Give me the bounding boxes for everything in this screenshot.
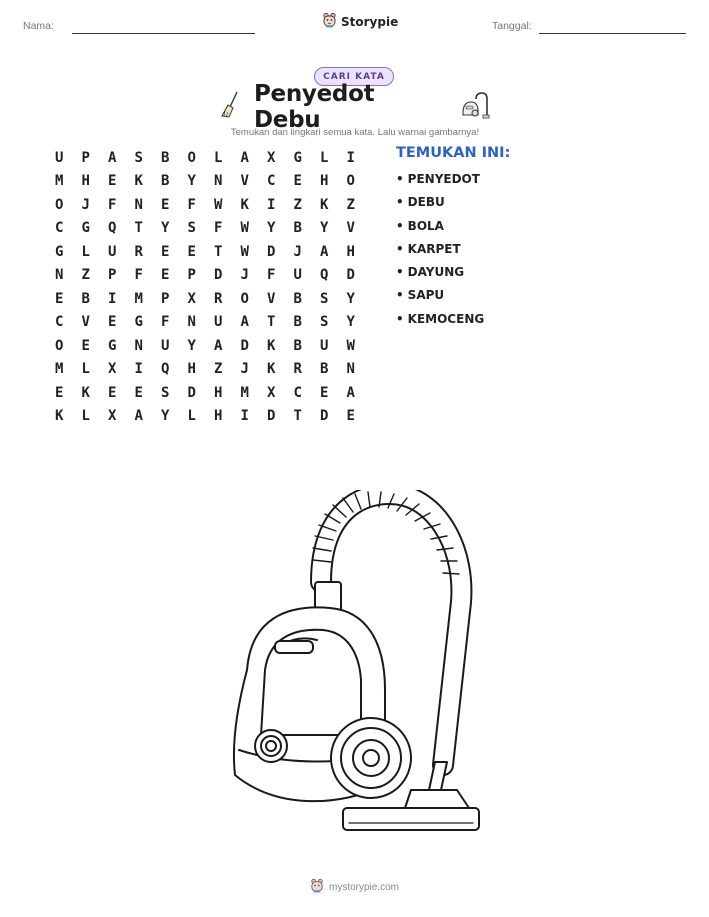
grid-cell[interactable]: C	[293, 384, 302, 401]
grid-cell[interactable]: A	[346, 384, 355, 401]
grid-cell[interactable]: J	[293, 243, 302, 260]
word-list	[396, 171, 484, 334]
grid-cell[interactable]: L	[214, 149, 223, 166]
grid-cell[interactable]: G	[134, 314, 143, 331]
grid-cell[interactable]: L	[187, 408, 196, 425]
vacuum-icon	[460, 91, 490, 123]
grid-cell[interactable]: A	[320, 243, 329, 260]
grid-cell[interactable]: F	[267, 267, 276, 284]
grid-cell[interactable]: G	[55, 243, 64, 260]
grid-cell[interactable]: F	[161, 314, 170, 331]
grid-cell[interactable]: D	[214, 267, 223, 284]
instructions: Temukan dan lingkari semua kata. Lalu warnai gambarnya!	[230, 127, 480, 138]
grid-cell[interactable]: F	[214, 220, 223, 237]
grid-cell[interactable]: O	[187, 149, 196, 166]
bullet: •	[396, 195, 404, 210]
grid-cell[interactable]: I	[108, 290, 117, 307]
grid-cell[interactable]: H	[214, 408, 223, 425]
word-list-item	[396, 171, 484, 194]
word-text: KARPET	[407, 241, 461, 256]
word-text: DEBU	[407, 195, 445, 210]
grid-cell[interactable]: M	[55, 361, 64, 378]
grid-cell[interactable]: D	[240, 337, 249, 354]
bullet: •	[396, 311, 404, 326]
grid-cell[interactable]: A	[214, 337, 223, 354]
grid-cell[interactable]: E	[55, 290, 64, 307]
grid-cell[interactable]: U	[214, 314, 223, 331]
grid-cell[interactable]: E	[161, 267, 170, 284]
grid-cell[interactable]: Y	[346, 290, 355, 307]
grid-cell[interactable]: B	[161, 173, 170, 190]
grid-cell[interactable]: M	[55, 173, 64, 190]
grid-cell[interactable]: K	[320, 196, 329, 213]
grid-cell[interactable]: Q	[108, 220, 117, 237]
storypie-logo-icon	[322, 12, 337, 32]
word-list-item	[396, 264, 484, 287]
grid-cell[interactable]: U	[320, 337, 329, 354]
grid-cell[interactable]: O	[55, 196, 64, 213]
grid-cell[interactable]: A	[108, 149, 117, 166]
grid-cell[interactable]: E	[293, 173, 302, 190]
grid-cell[interactable]: G	[293, 149, 302, 166]
grid-cell[interactable]: E	[187, 243, 196, 260]
word-text: DAYUNG	[407, 265, 465, 280]
bullet: •	[396, 218, 404, 233]
word-text: KEMOCENG	[407, 311, 485, 326]
grid-cell[interactable]: C	[267, 173, 276, 190]
grid-cell[interactable]: J	[240, 361, 249, 378]
grid-cell[interactable]: U	[55, 149, 64, 166]
grid-cell[interactable]: B	[293, 290, 302, 307]
grid-cell[interactable]: N	[55, 267, 64, 284]
grid-cell[interactable]: E	[81, 337, 90, 354]
grid-cell[interactable]: V	[267, 290, 276, 307]
grid-cell[interactable]: G	[108, 337, 117, 354]
grid-cell[interactable]: D	[267, 243, 276, 260]
grid-cell[interactable]: I	[240, 408, 249, 425]
word-list-item	[396, 287, 484, 310]
bullet: •	[396, 241, 404, 256]
grid-cell[interactable]: K	[267, 361, 276, 378]
grid-cell[interactable]: Y	[320, 220, 329, 237]
grid-cell[interactable]: S	[320, 290, 329, 307]
grid-cell[interactable]: B	[320, 361, 329, 378]
grid-cell[interactable]: H	[346, 243, 355, 260]
word-text: PENYEDOT	[407, 172, 480, 186]
grid-cell[interactable]: N	[134, 196, 143, 213]
page-title: Penyedot Debu	[254, 81, 375, 133]
grid-cell[interactable]: L	[320, 149, 329, 166]
grid-cell[interactable]: A	[240, 314, 249, 331]
grid-cell[interactable]: K	[240, 196, 249, 213]
grid-cell[interactable]: E	[320, 384, 329, 401]
grid-cell[interactable]: S	[187, 220, 196, 237]
grid-cell[interactable]: H	[81, 173, 90, 190]
grid-cell[interactable]: E	[55, 384, 64, 401]
storypie-logo-icon	[310, 878, 324, 897]
grid-cell[interactable]: K	[81, 384, 90, 401]
grid-cell[interactable]: I	[346, 149, 355, 166]
grid-cell[interactable]: C	[55, 314, 64, 331]
grid-cell[interactable]: F	[187, 196, 196, 213]
grid-cell[interactable]: P	[108, 267, 117, 284]
grid-cell[interactable]: K	[134, 173, 143, 190]
grid-cell[interactable]: Q	[161, 361, 170, 378]
broom-icon	[220, 90, 242, 124]
grid-cell[interactable]: R	[214, 290, 223, 307]
grid-cell[interactable]: Q	[320, 267, 329, 284]
grid-cell[interactable]: D	[346, 267, 355, 284]
grid-cell[interactable]: D	[187, 384, 196, 401]
name-line[interactable]	[72, 33, 255, 34]
grid-cell[interactable]: H	[187, 361, 196, 378]
grid-cell[interactable]: N	[214, 173, 223, 190]
grid-cell[interactable]: Z	[81, 267, 90, 284]
grid-cell[interactable]: M	[134, 290, 143, 307]
grid-cell[interactable]: U	[293, 267, 302, 284]
grid-cell[interactable]: F	[108, 196, 117, 213]
grid-cell[interactable]: C	[55, 220, 64, 237]
grid-cell[interactable]: E	[108, 173, 117, 190]
brand	[322, 12, 398, 32]
grid-cell[interactable]: N	[134, 337, 143, 354]
grid-cell[interactable]: I	[267, 196, 276, 213]
grid-cell[interactable]: O	[240, 290, 249, 307]
grid-cell[interactable]: B	[81, 290, 90, 307]
grid-cell[interactable]: V	[240, 173, 249, 190]
grid-cell[interactable]: F	[134, 267, 143, 284]
grid-cell[interactable]: W	[214, 196, 223, 213]
grid-cell[interactable]: W	[240, 243, 249, 260]
bullet: •	[396, 288, 404, 303]
grid-cell[interactable]: L	[81, 408, 90, 425]
grid-cell[interactable]: N	[187, 314, 196, 331]
grid-cell[interactable]: I	[134, 361, 143, 378]
grid-cell[interactable]: E	[161, 196, 170, 213]
grid-cell[interactable]: R	[293, 361, 302, 378]
grid-cell[interactable]: Y	[187, 173, 196, 190]
grid-cell[interactable]: Z	[293, 196, 302, 213]
grid-cell[interactable]: G	[81, 220, 90, 237]
word-list-item	[396, 194, 484, 217]
grid-cell[interactable]: D	[320, 408, 329, 425]
grid-cell[interactable]: S	[161, 384, 170, 401]
word-text: BOLA	[407, 218, 444, 233]
grid-cell[interactable]: J	[81, 196, 90, 213]
grid-cell[interactable]: E	[108, 384, 117, 401]
grid-cell[interactable]: K	[267, 337, 276, 354]
grid-cell[interactable]: B	[293, 314, 302, 331]
grid-cell[interactable]: P	[161, 290, 170, 307]
footer-site[interactable]: mystorypie.com	[328, 882, 399, 893]
grid-cell[interactable]: K	[55, 408, 64, 425]
grid-cell[interactable]: S	[134, 149, 143, 166]
grid-cell[interactable]: A	[240, 149, 249, 166]
grid-cell[interactable]: B	[293, 220, 302, 237]
footer	[0, 878, 709, 897]
grid-cell[interactable]: N	[346, 361, 355, 378]
grid-cell[interactable]: E	[108, 314, 117, 331]
grid-cell[interactable]: L	[81, 361, 90, 378]
vacuum-cleaner-illustration	[225, 490, 485, 849]
grid-cell[interactable]: A	[134, 408, 143, 425]
grid-cell[interactable]: X	[267, 384, 276, 401]
grid-cell[interactable]: Y	[161, 408, 170, 425]
grid-cell[interactable]: B	[293, 337, 302, 354]
grid-cell[interactable]: E	[161, 243, 170, 260]
find-title: TEMUKAN INI:	[396, 145, 511, 161]
grid-cell[interactable]: D	[267, 408, 276, 425]
grid-cell[interactable]: S	[320, 314, 329, 331]
grid-cell[interactable]: X	[187, 290, 196, 307]
grid-cell[interactable]: T	[293, 408, 302, 425]
grid-cell[interactable]: X	[108, 408, 117, 425]
grid-cell[interactable]: V	[81, 314, 90, 331]
grid-cell[interactable]: T	[214, 243, 223, 260]
word-list-item	[396, 218, 484, 241]
grid-cell[interactable]: J	[240, 267, 249, 284]
worksheet-header	[0, 0, 709, 46]
grid-cell[interactable]: H	[214, 384, 223, 401]
bullet: •	[396, 172, 404, 186]
brand-name: Storypie	[341, 15, 399, 29]
category-badge: CARI KATA	[314, 67, 394, 86]
grid-cell[interactable]: P	[187, 267, 196, 284]
grid-cell[interactable]: Y	[267, 220, 276, 237]
grid-cell[interactable]: L	[81, 243, 90, 260]
grid-cell[interactable]: T	[267, 314, 276, 331]
grid-cell[interactable]: T	[134, 220, 143, 237]
grid-cell[interactable]: M	[240, 384, 249, 401]
date-label: Tanggal:	[492, 20, 532, 32]
grid-cell[interactable]: U	[161, 337, 170, 354]
grid-cell[interactable]: E	[346, 408, 355, 425]
grid-cell[interactable]: Z	[346, 196, 355, 213]
grid-cell[interactable]: B	[161, 149, 170, 166]
grid-cell[interactable]: U	[108, 243, 117, 260]
grid-cell[interactable]: Z	[214, 361, 223, 378]
grid-cell[interactable]: X	[108, 361, 117, 378]
grid-cell[interactable]: E	[134, 384, 143, 401]
grid-cell[interactable]: W	[240, 220, 249, 237]
grid-cell[interactable]: Y	[187, 337, 196, 354]
bullet: •	[396, 265, 404, 280]
grid-cell[interactable]: P	[81, 149, 90, 166]
grid-cell[interactable]: X	[267, 149, 276, 166]
grid-cell[interactable]: O	[55, 337, 64, 354]
word-text: SAPU	[407, 288, 445, 303]
grid-cell[interactable]: Y	[346, 314, 355, 331]
word-list-item	[396, 241, 484, 264]
grid-cell[interactable]: O	[346, 173, 355, 190]
word-list-item	[396, 311, 484, 334]
name-label: Nama:	[23, 20, 54, 32]
grid-cell[interactable]: Y	[161, 220, 170, 237]
grid-cell[interactable]: W	[346, 337, 355, 354]
grid-cell[interactable]: V	[346, 220, 355, 237]
word-search-grid[interactable]	[46, 146, 364, 428]
grid-cell[interactable]: R	[134, 243, 143, 260]
date-line[interactable]	[539, 33, 686, 34]
grid-cell[interactable]: H	[320, 173, 329, 190]
